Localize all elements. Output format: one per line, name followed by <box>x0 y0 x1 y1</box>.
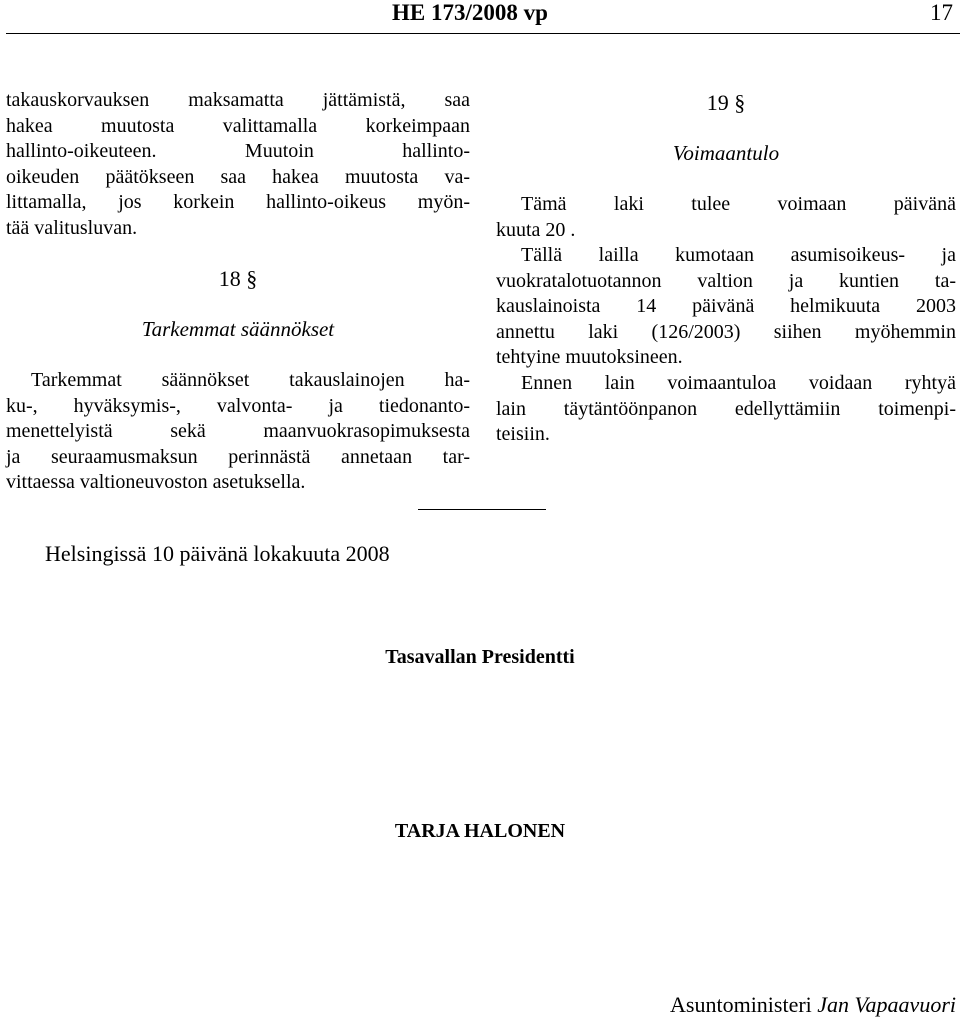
text-line: tehtyine muutoksineen. <box>496 346 683 369</box>
minister-title: Asuntoministeri <box>670 992 812 1017</box>
text-line: Tällä lailla kumotaan asumisoikeus- ja <box>521 244 956 266</box>
right-paragraph-2 <box>496 243 956 371</box>
text-line: hakea muutosta valittamalla korkeimpaan <box>6 114 470 137</box>
text-line: kauslainoista 14 päivänä helmikuuta 2003 <box>496 295 956 318</box>
left-paragraph-2 <box>6 368 470 496</box>
document-id: HE 173/2008 vp <box>392 0 548 25</box>
text-line: hallinto-oikeuteen. Muutoin hallinto- <box>6 140 470 163</box>
text-line: menettelyistä sekä maanvuokrasopimuksesta <box>6 420 470 443</box>
text-line: Tämä laki tulee voimaan päivänä <box>521 193 956 215</box>
text-line: oikeuden päätökseen saa hakea muutosta va- <box>6 165 470 188</box>
text-line: vittaessa valtioneuvoston asetuksella. <box>6 471 306 494</box>
text-line: littamalla, jos korkein hallinto-oikeus myön- <box>6 191 470 214</box>
text-line: vuokratalotuotannon valtion ja kuntien ta- <box>496 269 956 292</box>
section-18-title: Tarkemmat säännökset <box>141 317 335 341</box>
text-line: tää valitusluvan. <box>6 216 138 239</box>
text-line: takauskorvauksen maksamatta jättämistä, saa <box>6 89 470 111</box>
place-date: Helsingissä 10 päivänä lokakuuta 2008 <box>45 541 390 566</box>
text-line: Ennen lain voimaantuloa voidaan ryhtyä <box>521 372 956 394</box>
text-line: ja seuraamusmaksun perinnästä annetaan tar- <box>6 445 470 468</box>
text-line: kuuta 20 . <box>496 218 576 241</box>
page-number: 17 <box>930 0 953 25</box>
text-line: teisiin. <box>496 423 550 446</box>
section-19-title: Voimaantulo <box>672 141 780 165</box>
president-title: Tasavallan Presidentti <box>385 646 575 668</box>
text-line: ku-, hyväksymis-, valvonta- ja tiedonanto- <box>6 394 470 417</box>
header-rule <box>6 33 960 34</box>
text-line: lain täytäntöönpanon edellyttämiin toimenpi- <box>496 397 956 420</box>
minister-name: Jan Vapaavuori <box>817 992 956 1017</box>
minister-signature <box>670 992 956 1018</box>
text-line: Tarkemmat säännökset takauslainojen ha- <box>31 369 470 391</box>
left-paragraph-1 <box>6 88 470 242</box>
section-end-rule <box>418 509 546 510</box>
right-paragraph-1 <box>496 192 956 243</box>
text-line: annettu laki (126/2003) siihen myöhemmin <box>496 320 956 343</box>
section-19-number: 19 § <box>706 90 746 115</box>
section-18-number: 18 § <box>218 266 258 291</box>
president-name: TARJA HALONEN <box>394 820 566 842</box>
right-paragraph-3 <box>496 371 956 448</box>
